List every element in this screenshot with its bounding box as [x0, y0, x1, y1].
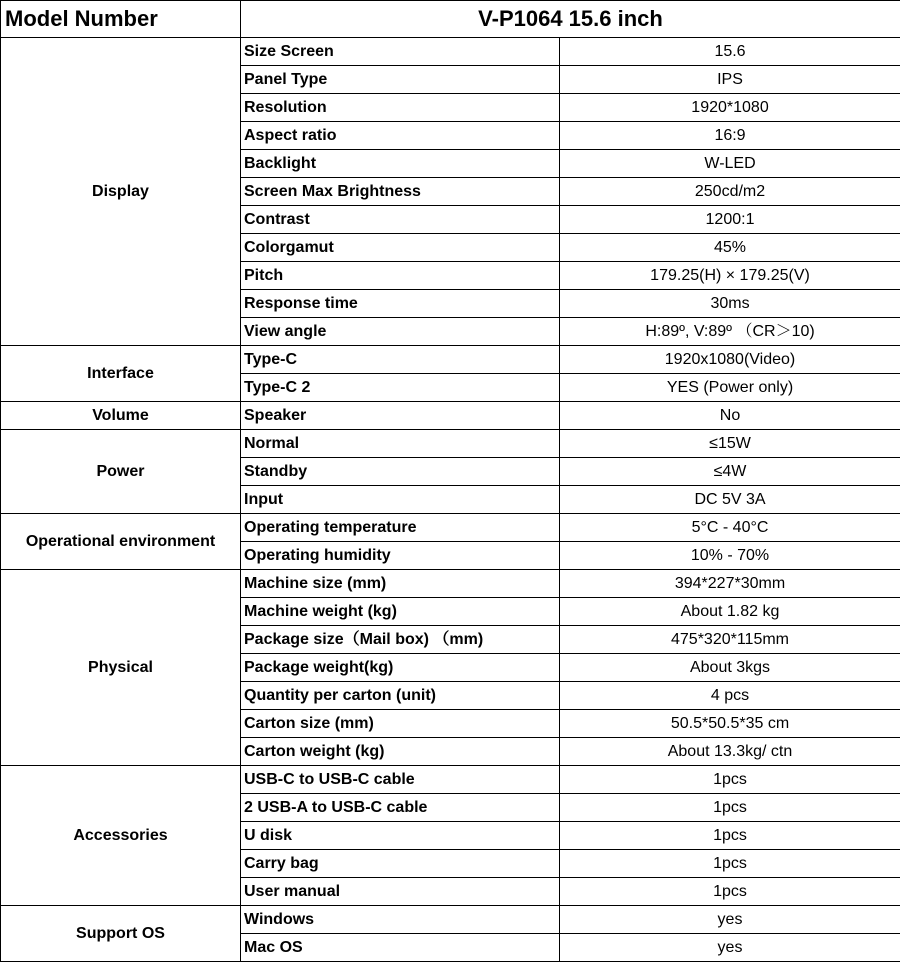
spec-name-cell: Normal [241, 430, 560, 458]
spec-value-cell: IPS [560, 66, 900, 94]
spec-name-cell: Package size（Mail box) （mm) [241, 626, 560, 654]
spec-name-cell: Screen Max Brightness [241, 178, 560, 206]
spec-value-cell: ≤4W [560, 458, 900, 486]
table-row [1, 402, 900, 430]
spec-value-cell: 1pcs [560, 822, 900, 850]
spec-name-cell: Standby [241, 458, 560, 486]
spec-value-cell: 1pcs [560, 766, 900, 794]
spec-value-cell: 1200:1 [560, 206, 900, 234]
spec-value-cell: 16:9 [560, 122, 900, 150]
spec-name-cell: Carton weight (kg) [241, 738, 560, 766]
spec-name-cell: Mac OS [241, 934, 560, 962]
spec-value-cell: YES (Power only) [560, 374, 900, 402]
spec-name-cell: Size Screen [241, 38, 560, 66]
spec-name-cell: Quantity per carton (unit) [241, 682, 560, 710]
spec-value-cell: About 13.3kg/ ctn [560, 738, 900, 766]
spec-value-cell: 30ms [560, 290, 900, 318]
header-row [1, 1, 900, 38]
category-cell: Display [1, 38, 241, 346]
category-cell: Operational environment [1, 514, 241, 570]
spec-value-cell: 1pcs [560, 878, 900, 906]
spec-value-cell: 1920x1080(Video) [560, 346, 900, 374]
spec-value-cell: 45% [560, 234, 900, 262]
table-row [1, 430, 900, 458]
spec-value-cell: 1920*1080 [560, 94, 900, 122]
spec-value-cell: 1pcs [560, 794, 900, 822]
table-row [1, 570, 900, 598]
category-cell: Power [1, 430, 241, 514]
spec-value-cell: 10% - 70% [560, 542, 900, 570]
spec-value-cell: H:89º, V:89º （CR＞10) [560, 318, 900, 346]
spec-name-cell: Package weight(kg) [241, 654, 560, 682]
table-row [1, 906, 900, 934]
category-cell: Support OS [1, 906, 241, 962]
spec-value-cell: W-LED [560, 150, 900, 178]
table-row [1, 346, 900, 374]
spec-name-cell: Contrast [241, 206, 560, 234]
spec-value-cell: yes [560, 934, 900, 962]
spec-name-cell: Speaker [241, 402, 560, 430]
spec-name-cell: USB-C to USB-C cable [241, 766, 560, 794]
spec-name-cell: Pitch [241, 262, 560, 290]
spec-value-cell: ≤15W [560, 430, 900, 458]
spec-value-cell: 394*227*30mm [560, 570, 900, 598]
spec-name-cell: Carry bag [241, 850, 560, 878]
spec-name-cell: Input [241, 486, 560, 514]
spec-name-cell: Response time [241, 290, 560, 318]
spec-name-cell: Windows [241, 906, 560, 934]
spec-value-cell: DC 5V 3A [560, 486, 900, 514]
spec-value-cell: 15.6 [560, 38, 900, 66]
model-number-label: Model Number [1, 1, 241, 38]
spec-name-cell: Machine size (mm) [241, 570, 560, 598]
spec-name-cell: Operating humidity [241, 542, 560, 570]
spec-value-cell: About 1.82 kg [560, 598, 900, 626]
spec-name-cell: Backlight [241, 150, 560, 178]
spec-name-cell: Aspect ratio [241, 122, 560, 150]
category-cell: Interface [1, 346, 241, 402]
spec-value-cell: 475*320*115mm [560, 626, 900, 654]
spec-name-cell: Operating temperature [241, 514, 560, 542]
spec-name-cell: View angle [241, 318, 560, 346]
spec-name-cell: U disk [241, 822, 560, 850]
spec-value-cell: About 3kgs [560, 654, 900, 682]
spec-name-cell: 2 USB-A to USB-C cable [241, 794, 560, 822]
spec-name-cell: Type-C [241, 346, 560, 374]
category-cell: Physical [1, 570, 241, 766]
spec-name-cell: Type-C 2 [241, 374, 560, 402]
table-row [1, 38, 900, 66]
spec-name-cell: Colorgamut [241, 234, 560, 262]
spec-name-cell: Machine weight (kg) [241, 598, 560, 626]
spec-value-cell: 50.5*50.5*35 cm [560, 710, 900, 738]
table-row [1, 514, 900, 542]
spec-name-cell: Panel Type [241, 66, 560, 94]
spec-value-cell: 250cd/m2 [560, 178, 900, 206]
spec-value-cell: 179.25(H) × 179.25(V) [560, 262, 900, 290]
category-cell: Volume [1, 402, 241, 430]
spec-value-cell: 4 pcs [560, 682, 900, 710]
spec-name-cell: Resolution [241, 94, 560, 122]
table-row [1, 766, 900, 794]
spec-value-cell: yes [560, 906, 900, 934]
spec-value-cell: 5°C - 40°C [560, 514, 900, 542]
spec-value-cell: 1pcs [560, 850, 900, 878]
spec-name-cell: Carton size (mm) [241, 710, 560, 738]
spec-name-cell: User manual [241, 878, 560, 906]
spec-value-cell: No [560, 402, 900, 430]
model-number-value: V-P1064 15.6 inch [241, 1, 900, 38]
spec-table-body [1, 1, 900, 962]
category-cell: Accessories [1, 766, 241, 906]
